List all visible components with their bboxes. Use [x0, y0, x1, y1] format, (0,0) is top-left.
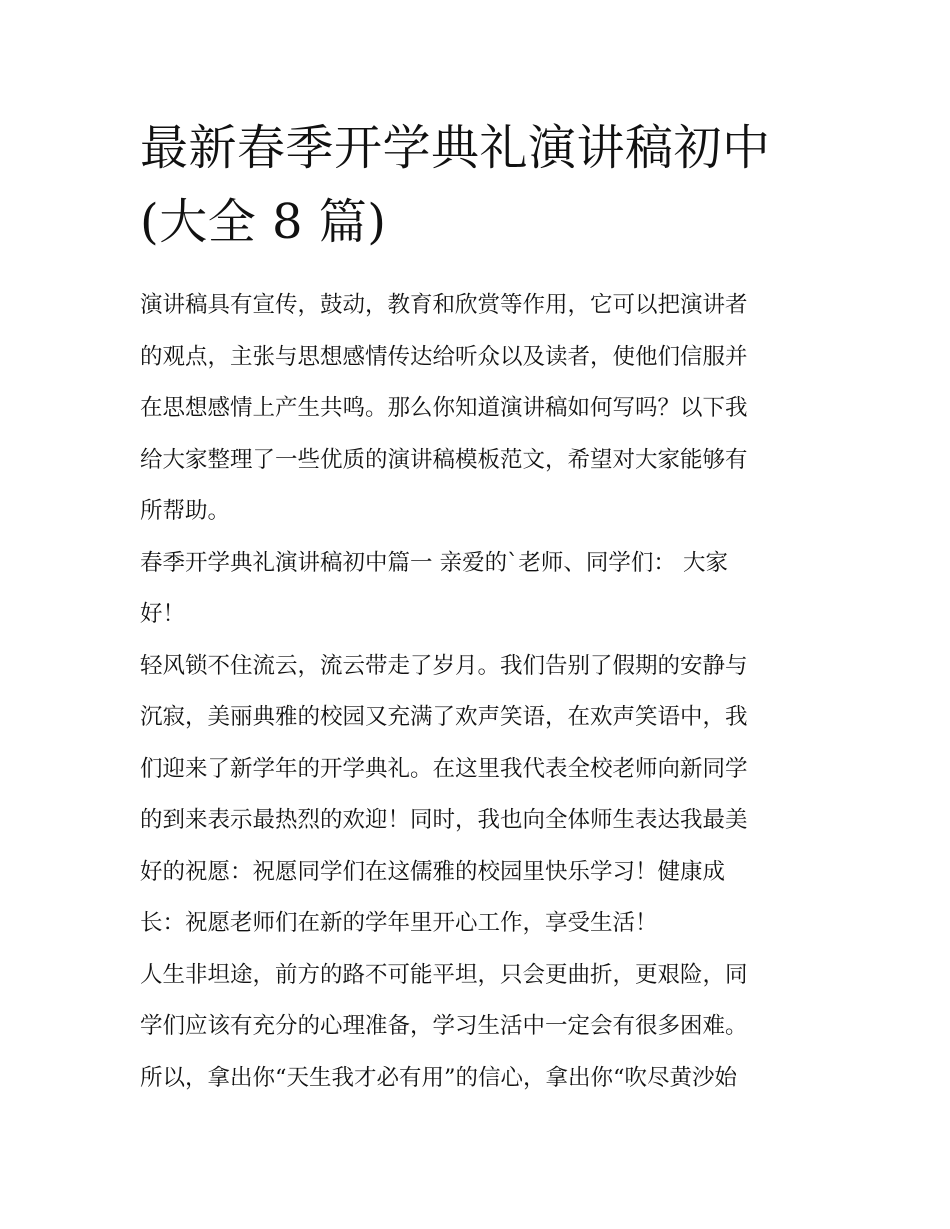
text-line: 演讲稿具有宣传，鼓动，教育和欣赏等作用，它可以把演讲者: [140, 292, 748, 318]
text-line: 的观点，主张与思想感情传达给听众以及读者，使他们信服并: [140, 343, 748, 370]
text-line: 沉寂，美丽典雅的校园又充满了欢声笑语，在欢声笑语中，我: [140, 704, 748, 730]
text-line: 好的祝愿：祝愿同学们在这儒雅的校园里快乐学习！健康成: [140, 858, 726, 885]
title-line-1: 最新春季开学典礼演讲稿初中: [140, 120, 771, 176]
text-line: 人生非坦途，前方的路不可能平坦，只会更曲折，更艰险，同: [140, 961, 748, 988]
title-line-2: (大全 8 篇): [140, 194, 387, 250]
text-line: 给大家整理了一些优质的演讲稿模板范文，希望对大家能够有: [140, 446, 748, 473]
body-paragraph: [140, 641, 816, 950]
intro-paragraph: [140, 280, 816, 538]
text-line: 的到来表示最热烈的欢迎！同时，我也向全体师生表达我最美: [140, 807, 748, 833]
body-paragraph: [140, 950, 816, 1105]
section-heading-paragraph: [140, 538, 816, 641]
text-line: 所帮助。: [140, 498, 231, 524]
text-line: 好！: [140, 601, 186, 627]
text-line: 们迎来了新学年的开学典礼。在这里我代表全校老师向新同学: [140, 755, 748, 782]
text-line: 所以，拿出你“天生我才必有用”的信心，拿出你“吹尽黄沙始: [140, 1064, 738, 1091]
text-line: 长：祝愿老师们在新的学年里开心工作，享受生活！: [140, 910, 658, 936]
document-page: [140, 112, 816, 1104]
text-line: 春季开学典礼演讲稿初中篇一 亲爱的`老师、同学们： 大家: [140, 549, 729, 576]
text-line: 轻风锁不住流云，流云带走了岁月。我们告别了假期的安静与: [140, 652, 748, 679]
document-body: [140, 280, 816, 1104]
document-title: [140, 112, 816, 258]
text-line: 学们应该有充分的心理准备，学习生活中一定会有很多困难。: [140, 1013, 748, 1039]
text-line: 在思想感情上产生共鸣。那么你知道演讲稿如何写吗？以下我: [140, 395, 748, 421]
